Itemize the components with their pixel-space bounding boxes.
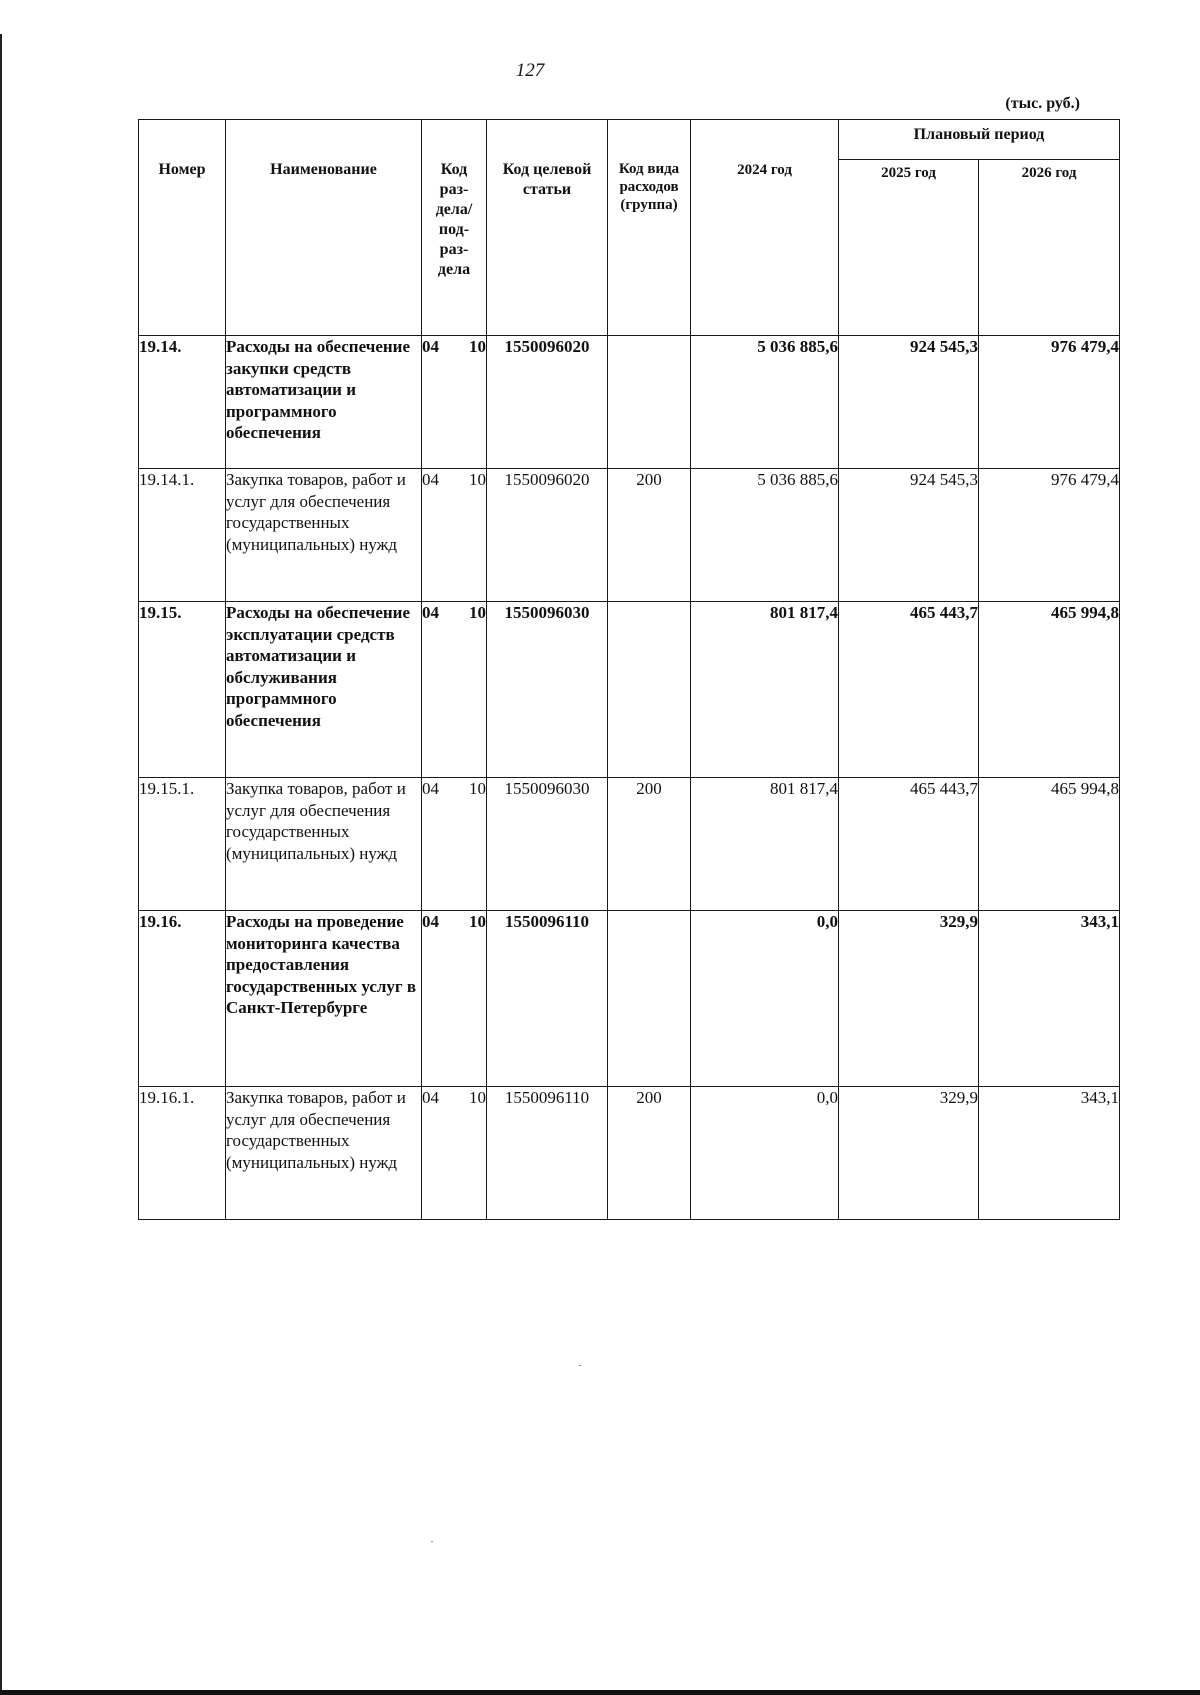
row-name: Расходы на обеспечение закупки средств автоматизации и программного обеспечения <box>226 336 422 469</box>
row-2026: 343,1 <box>979 1087 1120 1220</box>
header-target-label: Код целевой статьи <box>502 161 592 198</box>
header-2024 <box>691 120 839 336</box>
row-number: 19.16.1. <box>139 1087 226 1220</box>
row-number: 19.16. <box>139 911 226 1087</box>
row-2024: 5 036 885,6 <box>691 336 839 469</box>
table-row <box>139 778 1120 911</box>
row-2026: 976 479,4 <box>979 336 1120 469</box>
row-razdel-code: 04 <box>422 1088 439 1107</box>
row-name: Закупка товаров, работ и услуг для обеспечения государственных (муниципальных) нужд <box>226 1087 422 1220</box>
row-2024: 5 036 885,6 <box>691 469 839 602</box>
header-planned-period <box>839 120 1120 160</box>
row-2024: 0,0 <box>691 911 839 1087</box>
row-podrazdel-code: 10 <box>469 1088 486 1107</box>
row-razdel <box>422 602 487 778</box>
row-2026: 465 994,8 <box>979 778 1120 911</box>
row-2026: 465 994,8 <box>979 602 1120 778</box>
row-2025: 465 443,7 <box>839 778 979 911</box>
row-2025: 924 545,3 <box>839 469 979 602</box>
scan-speck <box>431 1541 433 1542</box>
row-podrazdel-code: 10 <box>469 779 486 798</box>
header-2025 <box>839 160 979 336</box>
header-razdel-label: Код раз- дела/ под- раз- дела <box>435 161 473 278</box>
table-row <box>139 911 1120 1087</box>
row-2025: 329,9 <box>839 1087 979 1220</box>
row-target: 1550096110 <box>487 911 608 1087</box>
row-name: Закупка товаров, работ и услуг для обеспечения государственных (муниципальных) нужд <box>226 469 422 602</box>
units-note: (тыс. руб.) <box>1005 95 1080 112</box>
header-name-label: Наименование <box>270 161 377 178</box>
header-planned-label: Плановый период <box>913 126 1045 143</box>
header-kind <box>608 120 691 336</box>
row-name: Расходы на проведение мониторинга качества предоставления государственных услуг в Санкт-Петербурге <box>226 911 422 1087</box>
row-podrazdel-code: 10 <box>469 337 486 356</box>
row-2025: 465 443,7 <box>839 602 979 778</box>
row-razdel <box>422 1087 487 1220</box>
row-razdel-code: 04 <box>422 912 439 931</box>
row-podrazdel-code: 10 <box>469 470 486 489</box>
row-number: 19.15.1. <box>139 778 226 911</box>
row-target: 1550096020 <box>487 469 608 602</box>
table-row <box>139 602 1120 778</box>
table-row <box>139 1087 1120 1220</box>
page-number: 127 <box>515 60 545 81</box>
header-target <box>487 120 608 336</box>
header-razdel <box>422 120 487 336</box>
row-podrazdel-code: 10 <box>469 603 486 622</box>
row-number: 19.14.1. <box>139 469 226 602</box>
scan-edge-left <box>0 34 2 1695</box>
row-kind <box>608 911 691 1087</box>
row-2026: 976 479,4 <box>979 469 1120 602</box>
row-name: Закупка товаров, работ и услуг для обеспечения государственных (муниципальных) нужд <box>226 778 422 911</box>
row-2025: 924 545,3 <box>839 336 979 469</box>
budget-table <box>138 119 1120 1220</box>
row-kind: 200 <box>608 778 691 911</box>
row-razdel-code: 04 <box>422 337 439 356</box>
row-number: 19.15. <box>139 602 226 778</box>
table-row <box>139 469 1120 602</box>
row-razdel <box>422 469 487 602</box>
row-2024: 0,0 <box>691 1087 839 1220</box>
row-target: 1550096110 <box>487 1087 608 1220</box>
row-razdel <box>422 778 487 911</box>
scan-edge-bottom <box>0 1690 1200 1695</box>
row-razdel <box>422 911 487 1087</box>
row-kind <box>608 602 691 778</box>
row-podrazdel-code: 10 <box>469 912 486 931</box>
header-number-label: Номер <box>158 161 206 178</box>
header-2024-label: 2024 год <box>737 162 792 178</box>
row-2024: 801 817,4 <box>691 602 839 778</box>
row-kind: 200 <box>608 469 691 602</box>
row-kind <box>608 336 691 469</box>
row-2025: 329,9 <box>839 911 979 1087</box>
scan-speck <box>579 1365 581 1366</box>
header-2026-label: 2026 год <box>1021 165 1077 181</box>
row-target: 1550096030 <box>487 778 608 911</box>
row-number: 19.14. <box>139 336 226 469</box>
row-kind: 200 <box>608 1087 691 1220</box>
header-kind-label: Код вида расходов (группа) <box>618 161 680 213</box>
row-2024: 801 817,4 <box>691 778 839 911</box>
header-2026 <box>979 160 1120 336</box>
header-2025-label: 2025 год <box>881 165 936 181</box>
row-target: 1550096030 <box>487 602 608 778</box>
row-2026: 343,1 <box>979 911 1120 1087</box>
header-number <box>139 120 226 336</box>
row-razdel-code: 04 <box>422 603 439 622</box>
row-razdel-code: 04 <box>422 470 439 489</box>
header-name <box>226 120 422 336</box>
row-target: 1550096020 <box>487 336 608 469</box>
row-name: Расходы на обеспечение эксплуатации средств автоматизации и обслуживания программного обеспечения <box>226 602 422 778</box>
table-row <box>139 336 1120 469</box>
row-razdel-code: 04 <box>422 779 439 798</box>
row-razdel <box>422 336 487 469</box>
